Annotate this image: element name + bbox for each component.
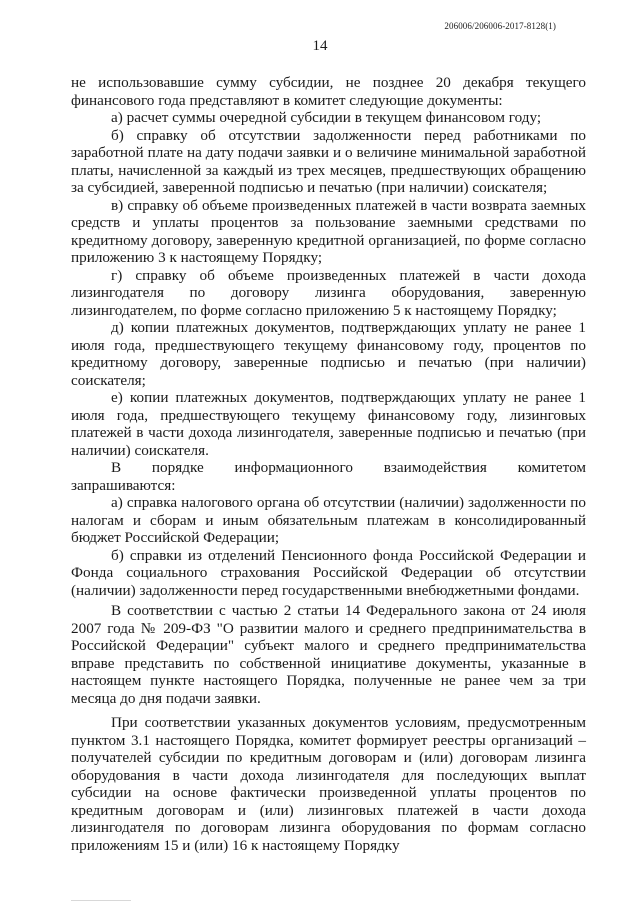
list-item-d: д) копии платежных документов, подтверждающих уплату не ранее 1 июля года, предшествующего текущему финансовому году, процентов по кредитному договору, заверенные подписью и печатью (при наличии) соискателя; (71, 319, 586, 389)
list-item-e: е) копии платежных документов, подтверждающих уплату не ранее 1 июля года, предшествующего текущему финансовому году, лизинговых платежей в части дохода лизингодателя, заверенные подписью и печатью (при наличии) соискателя. (71, 389, 586, 459)
paragraph-registry: При соответствии указанных документов условиям, предусмотренным пунктом 3.1 настоящего Порядка, комитет формирует реестры организаций – получателей субсидии по кредитным договорам и (или) договорам лизинга оборудования в части дохода лизингодателя для последующих выплат субсидии на основе фактически произведенной уплаты процентов по кредитным договорам и (или) лизинговых платежей в части дохода лизингодателя по договорам лизинга оборудования по формам согласно приложениям 15 и (или) 16 к настоящему Порядку (71, 714, 586, 854)
list-item-v: в) справку об объеме произведенных платежей в части возврата заемных средств и уплаты процентов за пользование заемными средствами по кредитному договору, заверенную кредитной организацией, по форме согласно приложению 3 к настоящему Порядку; (71, 196, 586, 266)
request-item-b: б) справки из отделений Пенсионного фонда Российской Федерации и Фонда социального страхования Российской Федерации об отсутствии (наличии) задолженности перед государственными внебюджетными фондами. (71, 546, 586, 599)
paragraph-interaction: В порядке информационного взаимодействия комитетом запрашиваются: (71, 459, 586, 494)
paragraph-law-reference: В соответствии с частью 2 статьи 14 Федерального закона от 24 июля 2007 года № 209-ФЗ "О развитии малого и среднего предпринимательства в Российской Федерации" субъект малого и среднего предпринимательства вправе представить по собственной инициативе документы, указанные в настоящем пункте настоящего Порядка, полученные не ранее чем за три месяца до дня подачи заявки. (71, 602, 586, 707)
page-edge-mark (71, 900, 131, 901)
paragraph-intro: не использовавшие сумму субсидии, не позднее 20 декабря текущего финансового года представляют в комитет следующие документы: (71, 74, 586, 109)
request-item-a: а) справка налогового органа об отсутствии (наличии) задолженности по налогам и сборам и иным обязательным платежам в консолидированный бюджет Российской Федерации; (71, 494, 586, 546)
list-item-a: а) расчет суммы очередной субсидии в текущем финансовом году; (111, 109, 542, 126)
list-item-g: г) справку об объеме произведенных платежей в части дохода лизингодателя по договору лизинга оборудования, заверенную лизингодателем, по форме согласно приложению 5 к настоящему Порядку; (71, 266, 586, 319)
page-number: 14 (312, 38, 328, 54)
list-item-b: б) справку об отсутствии задолженности перед работниками по заработной плате на дату подачи заявки и о величине минимальной заработной платы, начисленной за каждый из трех месяцев, предшествующих обращению за субсидией, заверенной подписью и печатью (при наличии) соискателя; (71, 126, 586, 196)
document-code: 206006/206006-2017-8128(1) (444, 21, 556, 31)
document-body (71, 74, 586, 854)
